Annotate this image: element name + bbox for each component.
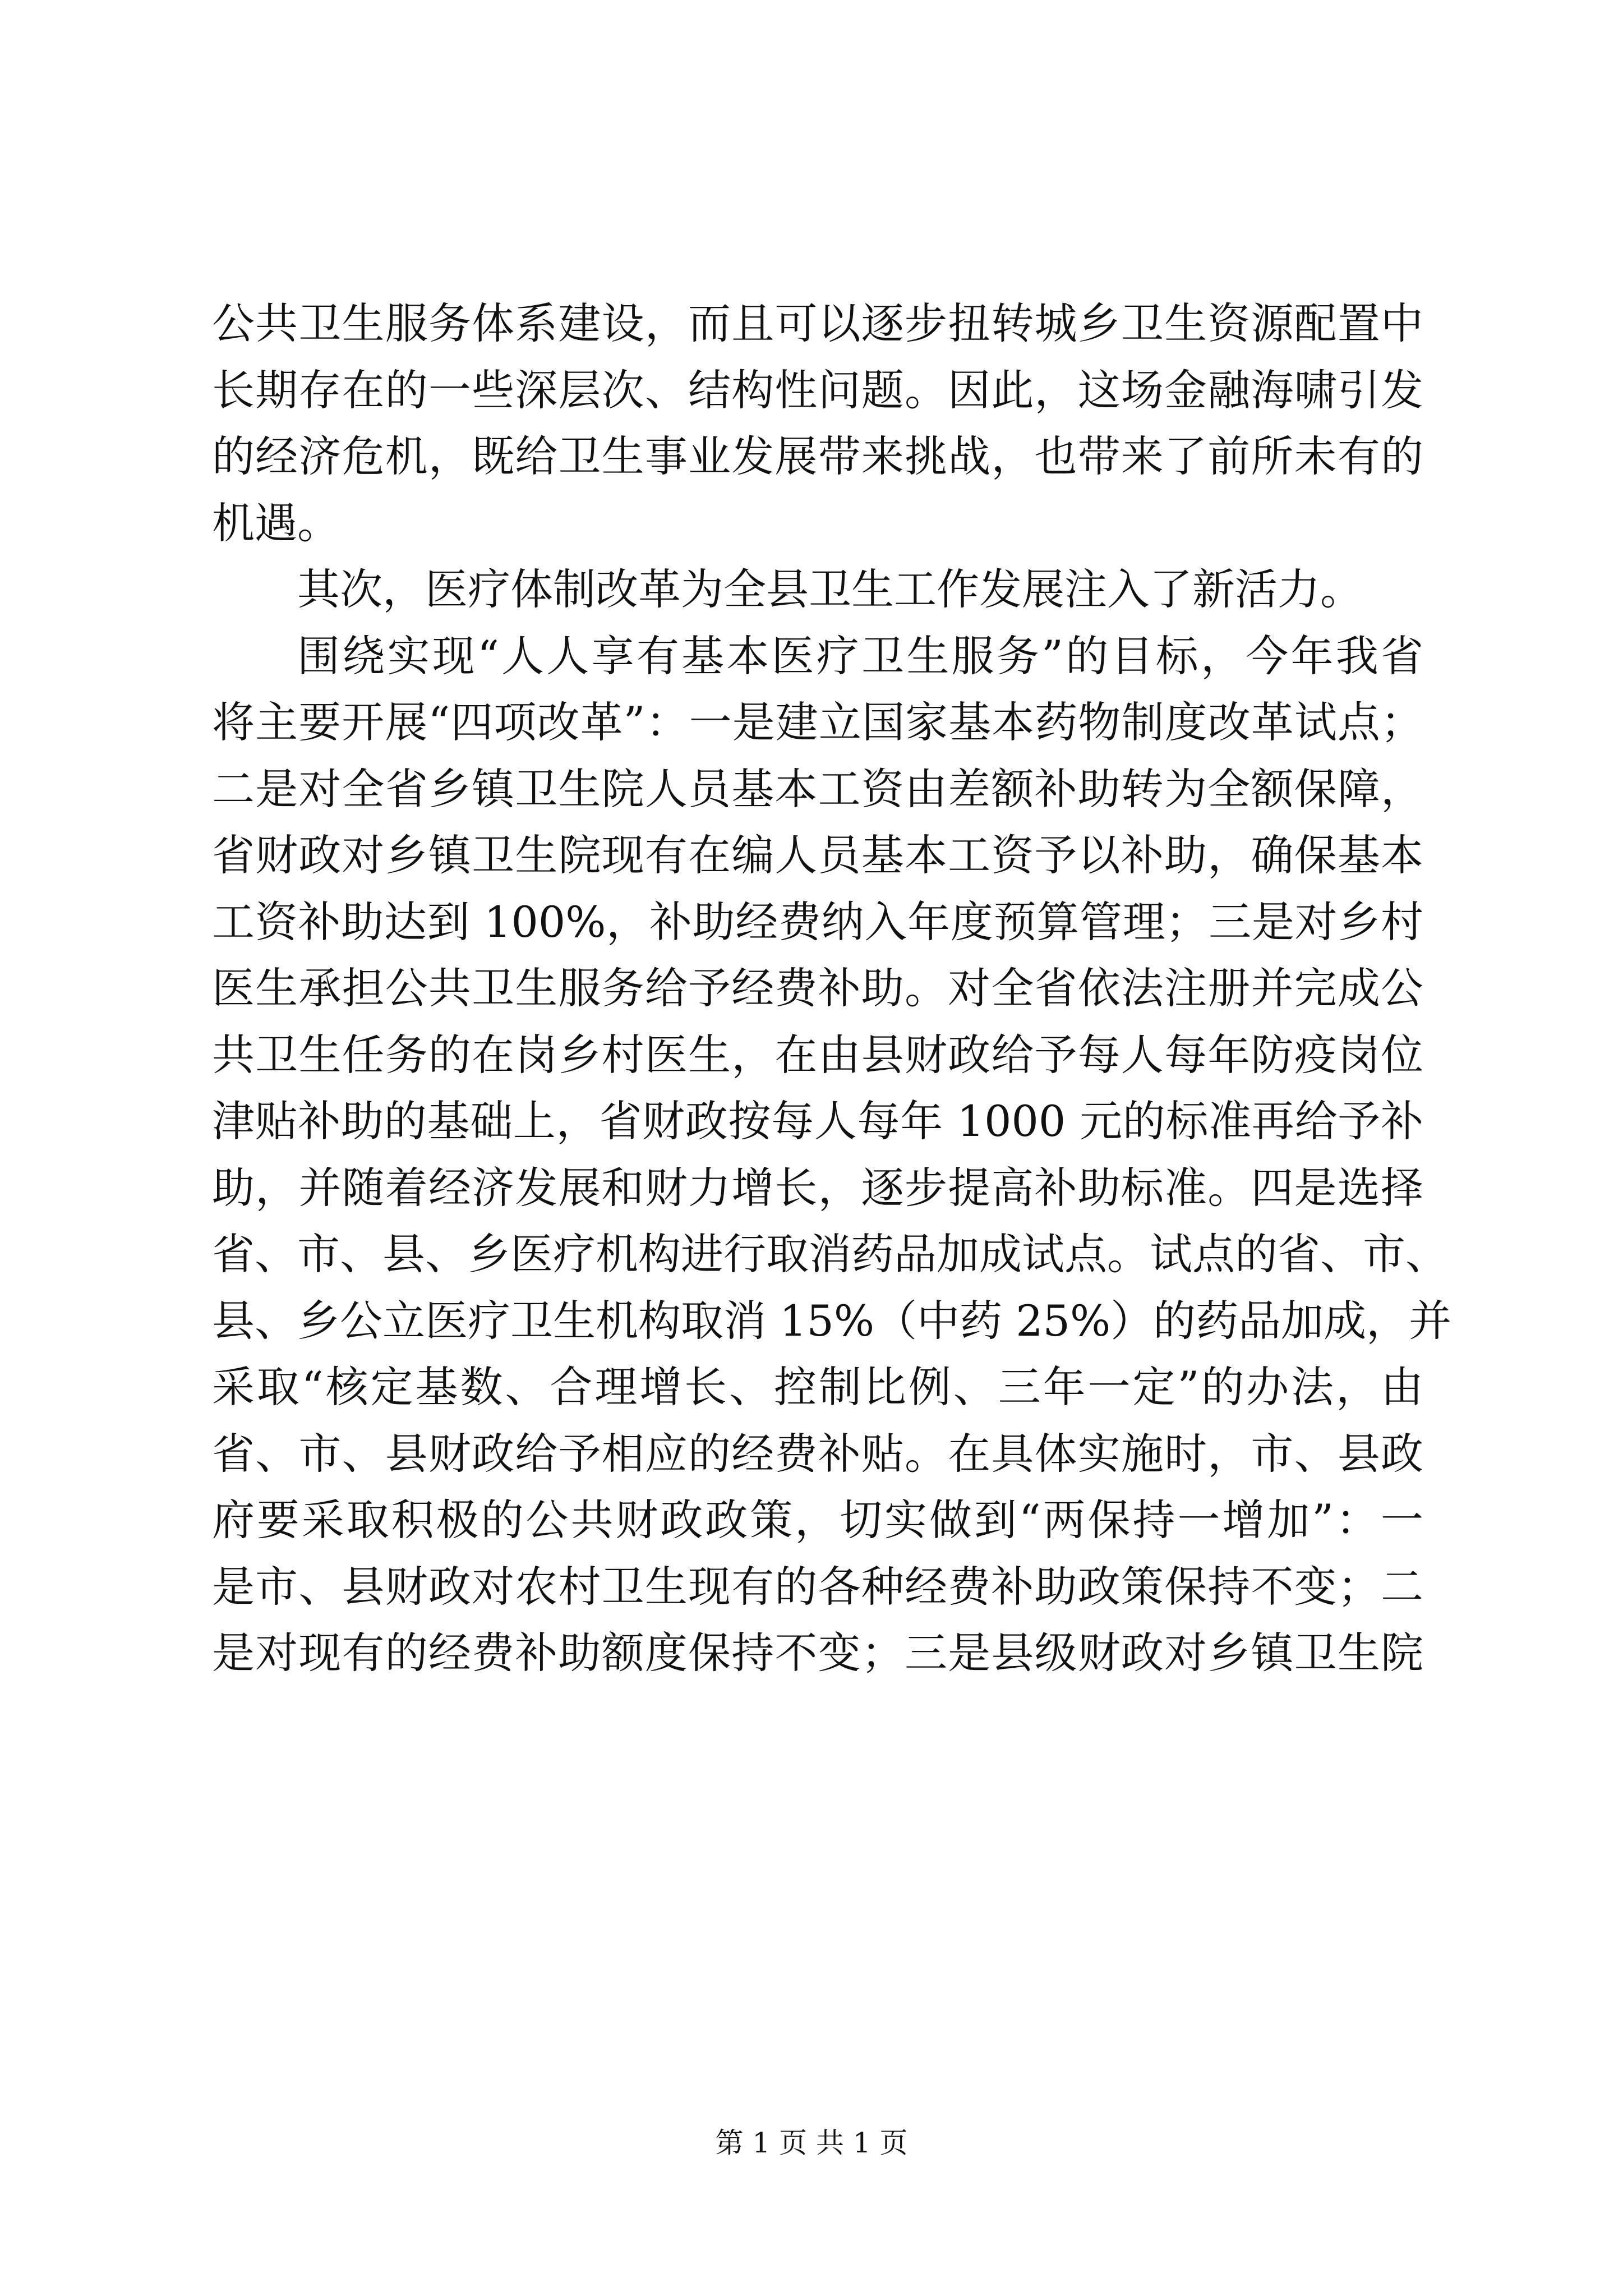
text-line: 的经济危机，既给卫生事业发展带来挑战，也带来了前所未有的 bbox=[212, 431, 1423, 481]
text-line: 是对现有的经费补助额度保持不变；三是县级财政对乡镇卫生院 bbox=[212, 1628, 1423, 1678]
text-line: 省、市、县、乡医疗机构进行取消药品加成试点。试点的省、市、 bbox=[212, 1229, 1448, 1279]
text-line: 津贴补助的基础上，省财政按每人每年 1000 元的标准再给予补 bbox=[212, 1096, 1423, 1146]
text-line: 省财政对乡镇卫生院现有在编人员基本工资予以补助，确保基本 bbox=[212, 830, 1423, 880]
text-line: 共卫生任务的在岗乡村医生，在由县财政给予每人每年防疫岗位 bbox=[212, 1029, 1423, 1080]
text-line: 二是对全省乡镇卫生院人员基本工资由差额补助转为全额保障， bbox=[212, 763, 1423, 814]
paragraph-heading: 其次，医疗体制改革为全县卫生工作发展注入了新活力。 bbox=[297, 564, 1363, 614]
text-line: 医生承担公共卫生服务给予经费补助。对全省依法注册并完成公 bbox=[212, 963, 1423, 1013]
text-line: 长期存在的一些深层次、结构性问题。因此，这场金融海啸引发 bbox=[212, 365, 1423, 415]
text-line: 助，并随着经济发展和财力增长，逐步提高补助标准。四是选择 bbox=[212, 1162, 1423, 1213]
page-footer bbox=[0, 2120, 1623, 2161]
text-line: 采取“核定基数、合理增长、控制比例、三年一定”的办法，由 bbox=[212, 1362, 1423, 1412]
text-line: 府要采取积极的公共财政政策，切实做到“两保持一增加”：一 bbox=[212, 1495, 1423, 1545]
text-line: 县、乡公立医疗卫生机构取消 15%（中药 25%）的药品加成，并 bbox=[212, 1295, 1452, 1346]
body-text bbox=[212, 291, 1452, 1687]
page-number: 第 1 页 共 1 页 bbox=[715, 2127, 908, 2159]
text-line: 工资补助达到 100%，补助经费纳入年度预算管理；三是对乡村 bbox=[212, 896, 1423, 947]
text-line: 是市、县财政对农村卫生现有的各种经费补助政策保持不变；二 bbox=[212, 1561, 1423, 1612]
text-line: 省、市、县财政给予相应的经费补贴。在具体实施时，市、县政 bbox=[212, 1428, 1423, 1479]
text-line: 将主要开展“四项改革”：一是建立国家基本药物制度改革试点； bbox=[212, 697, 1423, 747]
text-line: 公共卫生服务体系建设，而且可以逐步扭转城乡卫生资源配置中 bbox=[212, 298, 1423, 348]
text-line: 机遇。 bbox=[212, 498, 340, 548]
text-line: 围绕实现“人人享有基本医疗卫生服务”的目标，今年我省 bbox=[297, 631, 1423, 681]
